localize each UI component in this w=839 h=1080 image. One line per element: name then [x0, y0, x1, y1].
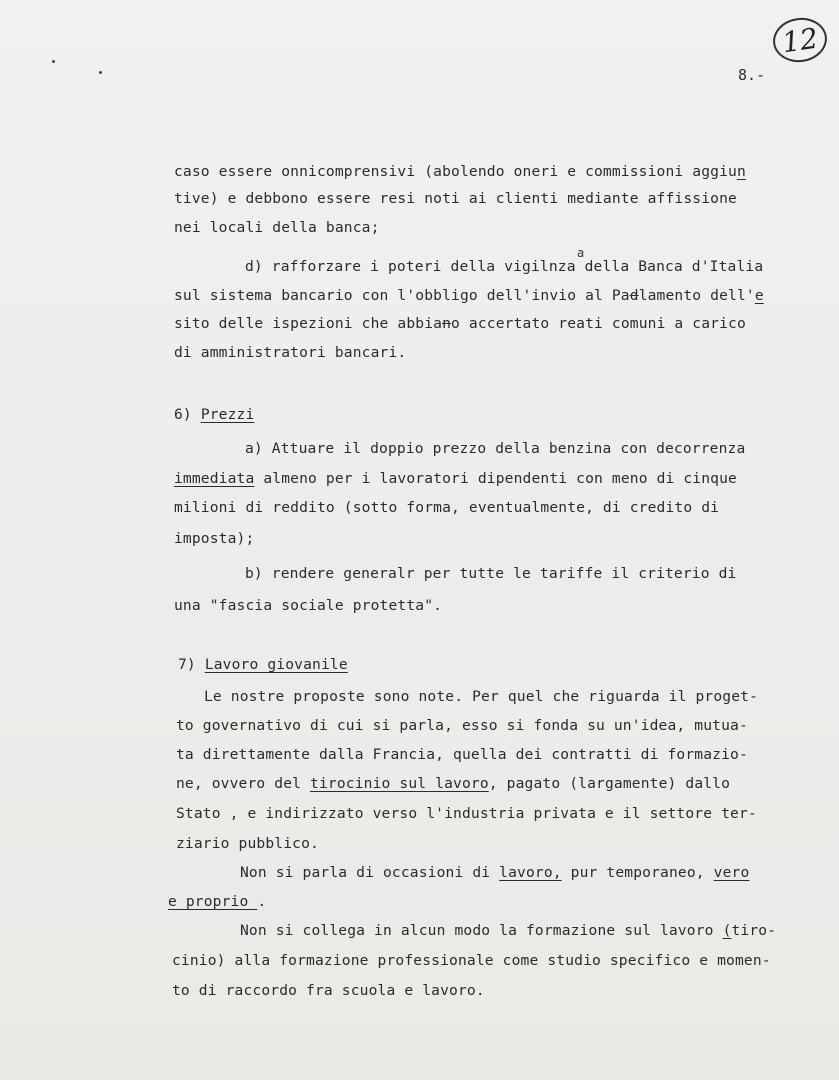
- text-line: una "fascia sociale protetta".: [174, 597, 443, 614]
- page-number: 8.-: [738, 66, 766, 84]
- archive-number-stamp: [770, 14, 830, 65]
- handwritten-correction: a: [577, 246, 585, 260]
- text-line: a) Attuare il doppio prezzo della benzina con decorrenza: [245, 440, 746, 457]
- text-line: imposta);: [174, 530, 255, 547]
- text-line: nei locali della banca;: [174, 219, 380, 236]
- text-line: tive) e debbono essere resi noti ai clienti mediante affissione: [174, 190, 737, 207]
- text-line: sito delle ispezioni che abbiano accertato reati comuni a carico: [174, 315, 746, 332]
- text-line: to di raccordo fra scuola e lavoro.: [172, 982, 485, 999]
- archive-number: 12: [780, 21, 820, 59]
- speck-mark: [99, 71, 102, 74]
- text-line: Stato , e indirizzato verso l'industria privata e il settore ter-: [176, 805, 757, 822]
- text-line: e proprio .: [168, 893, 267, 910]
- text-line: milioni di reddito (sotto forma, eventualmente, di credito di: [174, 499, 720, 516]
- speck-mark: [52, 60, 55, 63]
- text-line: d) rafforzare i poteri della vigilnza della Banca d'Italia: [245, 258, 764, 275]
- text-line: cinio) alla formazione professionale come studio specifico e momen-: [172, 952, 771, 969]
- text-line: to governativo di cui si parla, esso si fonda su un'idea, mutua-: [176, 717, 748, 734]
- text-line: ne, ovvero del tirocinio sul lavoro, pagato (largamente) dallo: [176, 775, 731, 792]
- text-line: immediata almeno per i lavoratori dipendenti con meno di cinque: [174, 470, 737, 487]
- text-line: b) rendere generalr per tutte le tariffe il criterio di: [245, 565, 737, 582]
- section-heading: 6) Prezzi: [174, 406, 255, 423]
- section-heading: 7) Lavoro giovanile: [178, 656, 348, 673]
- text-line: di amministratori bancari.: [174, 344, 407, 361]
- text-line: Non si collega in alcun modo la formazione sul lavoro (tiro-: [240, 922, 777, 939]
- text-line: ziario pubblico.: [176, 835, 319, 852]
- text-line: caso essere onnicomprensivi (abolendo oneri e commissioni aggiun: [174, 163, 746, 180]
- text-line: sul sistema bancario con l'obbligo dell'invio al Padlamento dell'e: [174, 287, 764, 304]
- text-line: Le nostre proposte sono note. Per quel che riguarda il proget-: [204, 688, 759, 705]
- text-line: ta direttamente dalla Francia, quella dei contratti di formazio-: [176, 746, 748, 763]
- text-line: Non si parla di occasioni di lavoro, pur temporaneo, vero: [240, 864, 750, 881]
